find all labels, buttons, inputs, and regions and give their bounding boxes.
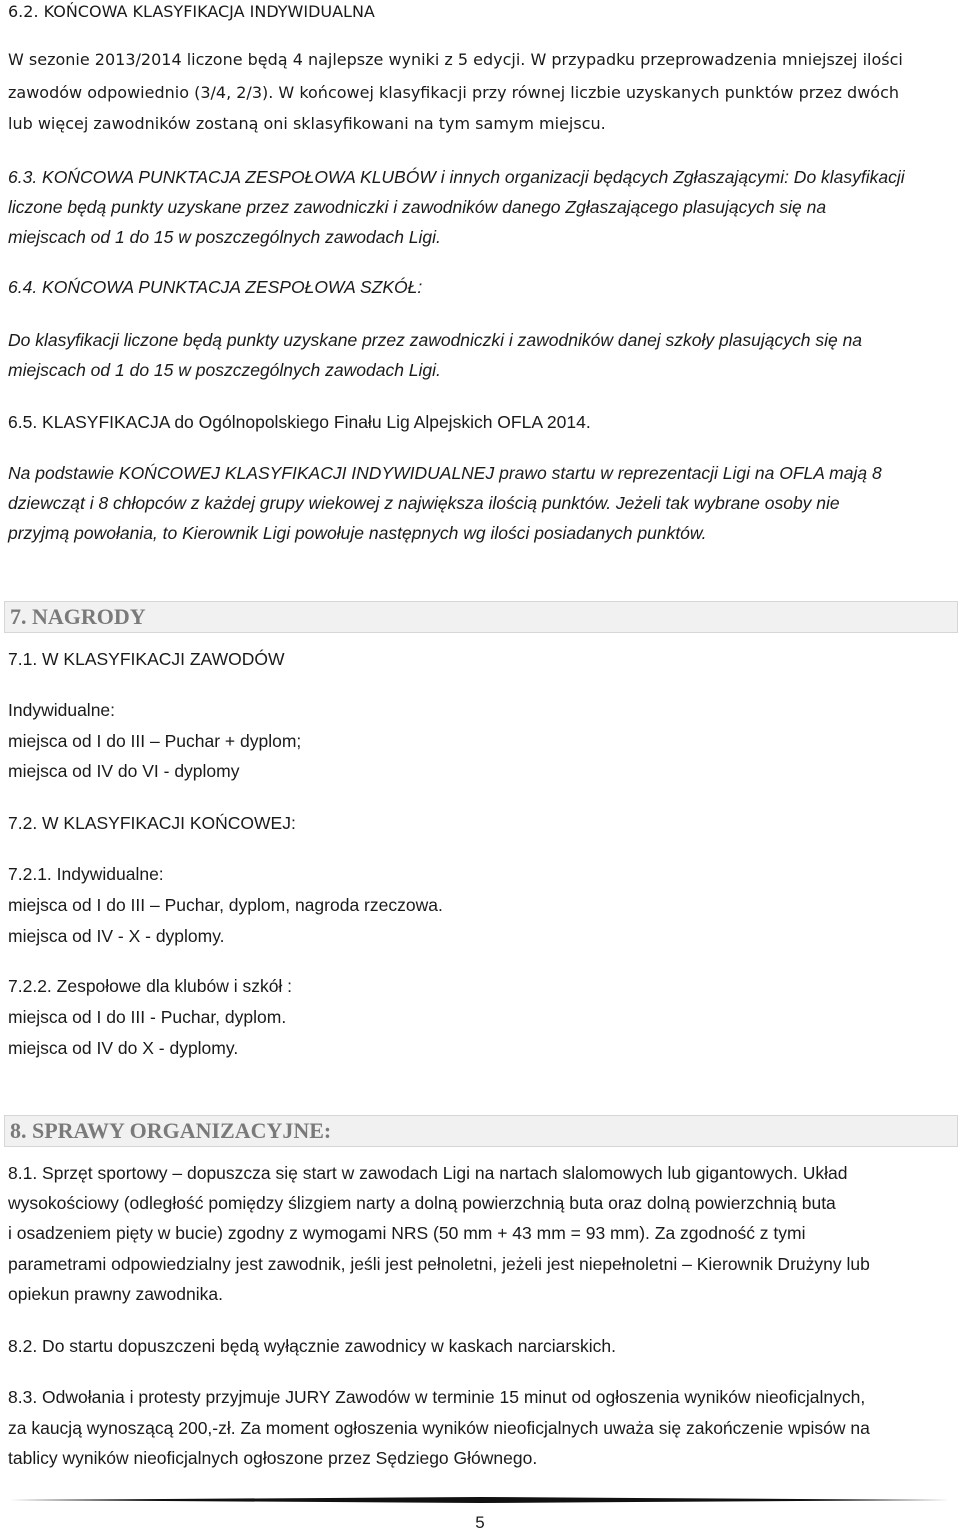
section-8-1-line-1: 8.1. Sprzęt sportowy – dopuszcza się start w zawodach Ligi na nartach slalomowych lub gigantowych. Układ [8, 1163, 848, 1183]
section-8-heading [4, 1115, 958, 1147]
section-6-2-line-1: W sezonie 2013/2014 liczone będą 4 najlepsze wyniki z 5 edycji. W przypadku przeprowadzenia mniejszej ilości [8, 50, 903, 69]
section-6-4-title: 6.4. KOŃCOWA PUNKTACJA ZESPOŁOWA SZKÓŁ: [8, 277, 423, 297]
section-8-1-line-3: i osadzeniem pięty w bucie) zgodny z wymogami NRS (50 mm + 43 mm = 93 mm). Za zgodność z tymi [8, 1223, 806, 1243]
section-6-3-line-3: miejscach od 1 do 15 w poszczególnych zawodach Ligi. [8, 227, 441, 247]
section-6-2-line-3: lub więcej zawodników zostaną oni sklasyfikowani na tym samym miejscu. [8, 114, 606, 133]
section-7-1-line-2: miejsca od IV do VI - dyplomy [8, 761, 240, 781]
section-6-3-line-1: 6.3. KOŃCOWA PUNKTACJA ZESPOŁOWA KLUBÓW i innych organizacji będących Zgłaszającymi: Do klasyfikacji [8, 167, 905, 187]
section-6-2-title: 6.2. KOŃCOWA KLASYFIKACJA INDYWIDUALNA [8, 2, 375, 21]
section-6-5-line-3: przyjmą powołania, to Kierownik Ligi powołuje następnych wg ilości posiadanych punktów. [8, 523, 707, 543]
section-7-2-1-title: 7.2.1. Indywidualne: [8, 864, 164, 884]
section-7-1-title: 7.1. W KLASYFIKACJI ZAWODÓW [8, 649, 285, 669]
section-8-heading-text: 8. SPRAWY ORGANIZACYJNE: [10, 1118, 332, 1143]
section-7-2-2-line-2: miejsca od IV do X - dyplomy. [8, 1038, 239, 1058]
section-7-1-line-1: miejsca od I do III – Puchar + dyplom; [8, 731, 302, 751]
section-7-heading [4, 601, 958, 633]
section-7-2-1-line-2: miejsca od IV - X - dyplomy. [8, 926, 225, 946]
section-8-1-line-4: parametrami odpowiedzialny jest zawodnik, jeśli jest pełnoletni, jeżeli jest niepełnoletni – Kierownik Drużyny lub [8, 1254, 870, 1274]
section-7-1-indyw: Indywidualne: [8, 700, 116, 720]
section-6-4-line-2: miejscach od 1 do 15 w poszczególnych zawodach Ligi. [8, 360, 441, 380]
section-6-3-line-2: liczone będą punkty uzyskane przez zawodniczki i zawodników danego Zgłaszającego plasujących się na [8, 197, 827, 217]
section-8-2: 8.2. Do startu dopuszczeni będą wyłącznie zawodnicy w kaskach narciarskich. [8, 1336, 616, 1356]
section-7-2-2-title: 7.2.2. Zespołowe dla klubów i szkół : [8, 976, 293, 996]
section-6-5-line-1: Na podstawie KOŃCOWEJ KLASYFIKACJI INDYWIDUALNEJ prawo startu w reprezentacji Ligi na OFLA mają 8 [8, 463, 882, 483]
section-6-5-line-2: dziewcząt i 8 chłopców z każdej grupy wiekowej z największa ilością punktów. Jeżeli tak wybrane osoby nie [8, 493, 840, 513]
section-8-3-line-3: tablicy wyników nieoficjalnych ogłoszone przez Sędziego Głównego. [8, 1448, 538, 1468]
section-6-5-title: 6.5. KLASYFIKACJA do Ogólnopolskiego Finału Lig Alpejskich OFLA 2014. [8, 412, 591, 432]
section-8-1-line-5: opiekun prawny zawodnika. [8, 1284, 223, 1304]
section-8-3-line-1: 8.3. Odwołania i protesty przyjmuje JURY Zawodów w terminie 15 minut od ogłoszenia wyników nieoficjalnych, [8, 1387, 866, 1407]
section-7-2-2-line-1: miejsca od I do III - Puchar, dyplom. [8, 1007, 287, 1027]
footer-divider [10, 1497, 950, 1503]
section-6-2-line-2: zawodów odpowiednio (3/4, 2/3). W końcowej klasyfikacji przy równej liczbie uzyskanych punktów przez dwóch [8, 83, 899, 102]
section-8-1-line-2: wysokościowy (odległość pomiędzy ślizgiem narty a dolną powierzchnią buta oraz dolną powierzchnią buta [8, 1193, 836, 1213]
section-8-3-line-2: za kaucją wynoszącą 200,-zł. Za moment ogłoszenia wyników nieoficjalnych uważa się zakończenie wpisów na [8, 1418, 870, 1438]
page-number: 5 [475, 1513, 485, 1532]
section-7-2-title: 7.2. W KLASYFIKACJI KOŃCOWEJ: [8, 813, 296, 833]
section-6-4-line-1: Do klasyfikacji liczone będą punkty uzyskane przez zawodniczki i zawodników danej szkoły plasujących się na [8, 330, 863, 350]
section-7-heading-text: 7. NAGRODY [10, 604, 146, 629]
section-7-2-1-line-1: miejsca od I do III – Puchar, dyplom, nagroda rzeczowa. [8, 895, 443, 915]
